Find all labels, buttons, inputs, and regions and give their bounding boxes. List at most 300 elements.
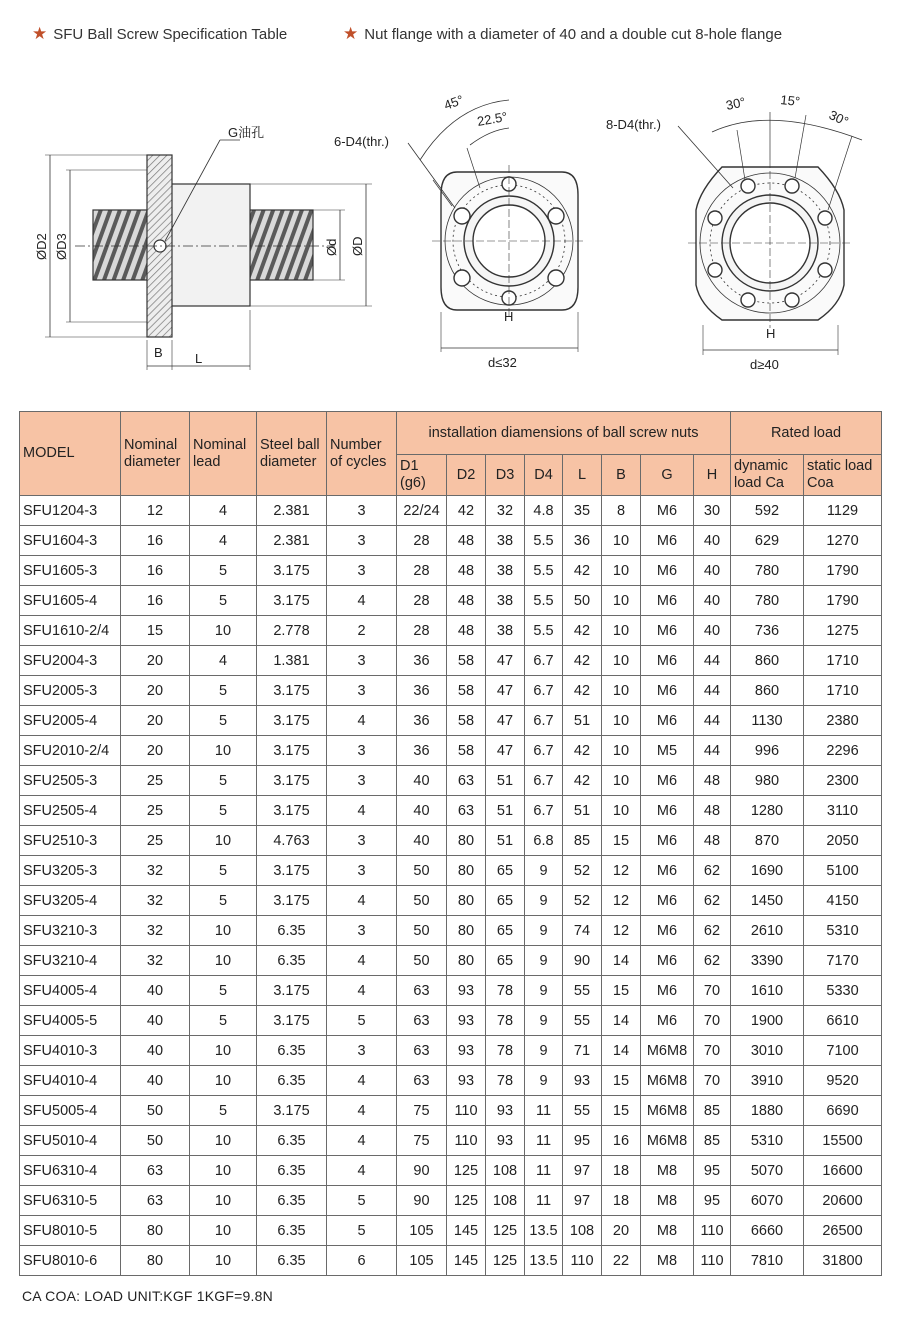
table-cell: 4 bbox=[327, 586, 397, 616]
table-cell: 5.5 bbox=[525, 586, 563, 616]
table-cell: 42 bbox=[563, 646, 602, 676]
model-cell: SFU3210-3 bbox=[20, 916, 121, 946]
table-cell: 40 bbox=[694, 556, 731, 586]
table-row bbox=[20, 796, 882, 826]
table-cell: 44 bbox=[694, 676, 731, 706]
table-cell: 125 bbox=[486, 1216, 525, 1246]
table-cell: 95 bbox=[563, 1126, 602, 1156]
model-cell: SFU6310-5 bbox=[20, 1186, 121, 1216]
table-cell: 6.7 bbox=[525, 706, 563, 736]
table-cell: 35 bbox=[563, 496, 602, 526]
model-cell: SFU1605-4 bbox=[20, 586, 121, 616]
model-cell: SFU8010-6 bbox=[20, 1246, 121, 1276]
table-cell: 78 bbox=[486, 1006, 525, 1036]
angle-22-label: 22.5° bbox=[475, 108, 509, 129]
table-cell: 10 bbox=[190, 736, 257, 766]
table-cell: 90 bbox=[563, 946, 602, 976]
flange-small-drawing bbox=[408, 100, 586, 352]
table-cell: 65 bbox=[486, 916, 525, 946]
table-cell: 20 bbox=[121, 736, 190, 766]
bolt-hole bbox=[454, 270, 470, 286]
table-cell: 1790 bbox=[804, 556, 882, 586]
table-cell: 42 bbox=[447, 496, 486, 526]
table-cell: 3.175 bbox=[257, 556, 327, 586]
table-cell: 1130 bbox=[731, 706, 804, 736]
table-cell: 1710 bbox=[804, 646, 882, 676]
table-cell: 870 bbox=[731, 826, 804, 856]
table-cell: 5 bbox=[190, 886, 257, 916]
table-cell: 4.8 bbox=[525, 496, 563, 526]
table-cell: 44 bbox=[694, 646, 731, 676]
table-cell: 2050 bbox=[804, 826, 882, 856]
table-cell: 38 bbox=[486, 586, 525, 616]
table-cell: 70 bbox=[694, 1066, 731, 1096]
table-cell: 592 bbox=[731, 496, 804, 526]
table-cell: 3 bbox=[327, 556, 397, 586]
table-cell: 50 bbox=[121, 1096, 190, 1126]
table-cell: 93 bbox=[486, 1096, 525, 1126]
table-cell: 40 bbox=[694, 526, 731, 556]
table-cell: 4 bbox=[327, 1126, 397, 1156]
table-cell: 110 bbox=[694, 1246, 731, 1276]
table-cell: 32 bbox=[121, 856, 190, 886]
table-cell: 3.175 bbox=[257, 886, 327, 916]
table-cell: 93 bbox=[447, 1036, 486, 1066]
table-cell: 78 bbox=[486, 1036, 525, 1066]
model-cell: SFU2010-2/4 bbox=[20, 736, 121, 766]
table-cell: 1275 bbox=[804, 616, 882, 646]
table-cell: 5100 bbox=[804, 856, 882, 886]
table-cell: 40 bbox=[694, 616, 731, 646]
table-cell: 10 bbox=[190, 916, 257, 946]
bolt-hole bbox=[818, 211, 832, 225]
table-cell: 40 bbox=[121, 976, 190, 1006]
table-cell: 4 bbox=[190, 646, 257, 676]
table-cell: 38 bbox=[486, 556, 525, 586]
table-cell: 9 bbox=[525, 886, 563, 916]
table-cell: 10 bbox=[602, 796, 641, 826]
bolt-hole bbox=[785, 293, 799, 307]
table-cell: 5330 bbox=[804, 976, 882, 1006]
table-cell: 20 bbox=[121, 706, 190, 736]
flange-large-drawing bbox=[678, 112, 862, 355]
table-cell: 3.175 bbox=[257, 796, 327, 826]
table-cell: M6 bbox=[641, 856, 694, 886]
table-cell: 3 bbox=[327, 766, 397, 796]
table-cell: 31800 bbox=[804, 1246, 882, 1276]
table-cell: 48 bbox=[694, 826, 731, 856]
table-cell: 28 bbox=[397, 616, 447, 646]
table-cell: 93 bbox=[447, 1006, 486, 1036]
table-cell: 105 bbox=[397, 1246, 447, 1276]
table-cell: 5 bbox=[190, 766, 257, 796]
table-cell: 44 bbox=[694, 736, 731, 766]
table-cell: 38 bbox=[486, 616, 525, 646]
table-cell: 80 bbox=[447, 856, 486, 886]
angle-15-label: 15° bbox=[779, 92, 801, 110]
table-cell: 42 bbox=[563, 676, 602, 706]
table-cell: 38 bbox=[486, 526, 525, 556]
table-cell: 95 bbox=[694, 1156, 731, 1186]
table-row bbox=[20, 826, 882, 856]
table-cell: 10 bbox=[190, 1216, 257, 1246]
table-cell: 2296 bbox=[804, 736, 882, 766]
table-cell: 4 bbox=[327, 796, 397, 826]
table-cell: 70 bbox=[694, 1036, 731, 1066]
technical-drawings bbox=[0, 60, 900, 395]
table-cell: 4 bbox=[190, 526, 257, 556]
col-nominal-diameter: Nominal diameter bbox=[121, 412, 190, 496]
table-cell: 6.35 bbox=[257, 1216, 327, 1246]
table-cell: 3.175 bbox=[257, 586, 327, 616]
table-cell: 9 bbox=[525, 976, 563, 1006]
table-cell: 3.175 bbox=[257, 1006, 327, 1036]
table-cell: 10 bbox=[602, 766, 641, 796]
table-cell: 32 bbox=[121, 946, 190, 976]
table-cell: 28 bbox=[397, 586, 447, 616]
table-cell: 5 bbox=[190, 676, 257, 706]
table-cell: 8 bbox=[602, 496, 641, 526]
table-cell: 125 bbox=[447, 1186, 486, 1216]
spec-table-body bbox=[20, 496, 882, 1276]
d3-label: ØD3 bbox=[54, 233, 69, 260]
table-cell: 78 bbox=[486, 976, 525, 1006]
table-cell: 6070 bbox=[731, 1186, 804, 1216]
table-cell: M8 bbox=[641, 1186, 694, 1216]
table-cell: 50 bbox=[397, 856, 447, 886]
model-cell: SFU5010-4 bbox=[20, 1126, 121, 1156]
table-cell: 780 bbox=[731, 556, 804, 586]
table-cell: 1690 bbox=[731, 856, 804, 886]
table-cell: M6 bbox=[641, 886, 694, 916]
table-cell: 36 bbox=[397, 676, 447, 706]
table-cell: 63 bbox=[397, 1006, 447, 1036]
table-cell: 10 bbox=[602, 646, 641, 676]
col-d3: D3 bbox=[486, 455, 525, 496]
table-cell: 5 bbox=[190, 1006, 257, 1036]
spec-table-title bbox=[32, 24, 287, 44]
table-cell: 7810 bbox=[731, 1246, 804, 1276]
table-cell: 5.5 bbox=[525, 616, 563, 646]
table-cell: 110 bbox=[694, 1216, 731, 1246]
model-cell: SFU2505-4 bbox=[20, 796, 121, 826]
table-cell: 16 bbox=[121, 526, 190, 556]
table-cell: 42 bbox=[563, 736, 602, 766]
table-cell: 780 bbox=[731, 586, 804, 616]
table-cell: 1280 bbox=[731, 796, 804, 826]
bolt-hole bbox=[818, 263, 832, 277]
table-cell: 5 bbox=[327, 1186, 397, 1216]
table-cell: 3 bbox=[327, 496, 397, 526]
table-cell: M6 bbox=[641, 646, 694, 676]
holes-6-label: 6-D4(thr.) bbox=[334, 134, 389, 149]
bolt-hole bbox=[741, 179, 755, 193]
bolt-hole bbox=[708, 263, 722, 277]
table-cell: 6.7 bbox=[525, 676, 563, 706]
table-cell: 28 bbox=[397, 556, 447, 586]
table-cell: 51 bbox=[486, 826, 525, 856]
table-cell: 10 bbox=[602, 616, 641, 646]
table-cell: 4 bbox=[190, 496, 257, 526]
table-cell: M6 bbox=[641, 526, 694, 556]
table-cell: 62 bbox=[694, 886, 731, 916]
table-cell: 63 bbox=[397, 976, 447, 1006]
table-row bbox=[20, 1156, 882, 1186]
table-cell: 2.381 bbox=[257, 496, 327, 526]
table-cell: 51 bbox=[563, 796, 602, 826]
model-cell: SFU2004-3 bbox=[20, 646, 121, 676]
table-cell: 65 bbox=[486, 856, 525, 886]
table-cell: 10 bbox=[190, 1156, 257, 1186]
h-small-label: H bbox=[504, 309, 514, 324]
table-cell: 14 bbox=[602, 946, 641, 976]
table-cell: 10 bbox=[602, 556, 641, 586]
table-cell: 1129 bbox=[804, 496, 882, 526]
table-cell: 6 bbox=[327, 1246, 397, 1276]
table-cell: 10 bbox=[190, 1186, 257, 1216]
table-cell: 58 bbox=[447, 736, 486, 766]
table-cell: 40 bbox=[121, 1066, 190, 1096]
table-cell: 1900 bbox=[731, 1006, 804, 1036]
table-cell: 90 bbox=[397, 1156, 447, 1186]
table-cell: 75 bbox=[397, 1096, 447, 1126]
table-row bbox=[20, 1096, 882, 1126]
table-row bbox=[20, 1036, 882, 1066]
table-cell: 20600 bbox=[804, 1186, 882, 1216]
model-cell: SFU2505-3 bbox=[20, 766, 121, 796]
col-b: B bbox=[602, 455, 641, 496]
table-cell: 93 bbox=[447, 1066, 486, 1096]
table-cell: 3.175 bbox=[257, 1096, 327, 1126]
bolt-hole bbox=[785, 179, 799, 193]
table-row bbox=[20, 526, 882, 556]
table-cell: 3 bbox=[327, 826, 397, 856]
table-cell: 85 bbox=[694, 1096, 731, 1126]
table-cell: 9 bbox=[525, 946, 563, 976]
model-cell: SFU1604-3 bbox=[20, 526, 121, 556]
d-large-cond-label: d≥40 bbox=[750, 357, 779, 372]
table-cell: 36 bbox=[397, 646, 447, 676]
table-cell: 2380 bbox=[804, 706, 882, 736]
table-cell: M6 bbox=[641, 976, 694, 1006]
table-cell: M6 bbox=[641, 616, 694, 646]
table-cell: 10 bbox=[190, 1126, 257, 1156]
table-row bbox=[20, 1216, 882, 1246]
table-row bbox=[20, 856, 882, 886]
table-cell: M6M8 bbox=[641, 1066, 694, 1096]
h-large-label: H bbox=[766, 326, 776, 341]
table-cell: 860 bbox=[731, 676, 804, 706]
table-cell: 3 bbox=[327, 676, 397, 706]
table-cell: 55 bbox=[563, 1006, 602, 1036]
table-cell: 63 bbox=[397, 1036, 447, 1066]
table-cell: 40 bbox=[397, 826, 447, 856]
model-cell: SFU2005-3 bbox=[20, 676, 121, 706]
model-cell: SFU2005-4 bbox=[20, 706, 121, 736]
table-cell: 6.35 bbox=[257, 916, 327, 946]
table-cell: 22 bbox=[602, 1246, 641, 1276]
load-unit-note: CA COA: LOAD UNIT:KGF 1KGF=9.8N bbox=[22, 1288, 273, 1304]
table-cell: 80 bbox=[447, 826, 486, 856]
table-cell: 3.175 bbox=[257, 856, 327, 886]
table-cell: 5070 bbox=[731, 1156, 804, 1186]
table-cell: M8 bbox=[641, 1156, 694, 1186]
table-cell: 47 bbox=[486, 646, 525, 676]
table-cell: 18 bbox=[602, 1186, 641, 1216]
table-cell: 3.175 bbox=[257, 736, 327, 766]
col-d1: D1 (g6) bbox=[397, 455, 447, 496]
table-cell: 74 bbox=[563, 916, 602, 946]
table-cell: 90 bbox=[397, 1186, 447, 1216]
table-cell: 14 bbox=[602, 1006, 641, 1036]
table-cell: 7100 bbox=[804, 1036, 882, 1066]
oil-hole-label: G油孔 bbox=[228, 125, 265, 140]
table-cell: 6610 bbox=[804, 1006, 882, 1036]
star-icon: ★ bbox=[32, 24, 48, 43]
table-row bbox=[20, 676, 882, 706]
table-cell: M8 bbox=[641, 1246, 694, 1276]
table-cell: 48 bbox=[694, 766, 731, 796]
table-cell: 5 bbox=[327, 1216, 397, 1246]
table-cell: 15 bbox=[602, 826, 641, 856]
table-cell: M6 bbox=[641, 946, 694, 976]
table-cell: 95 bbox=[694, 1186, 731, 1216]
table-cell: 4 bbox=[327, 1156, 397, 1186]
table-cell: 6.35 bbox=[257, 1066, 327, 1096]
table-cell: 42 bbox=[563, 616, 602, 646]
table-cell: M8 bbox=[641, 1216, 694, 1246]
table-cell: 93 bbox=[486, 1126, 525, 1156]
table-cell: 1450 bbox=[731, 886, 804, 916]
table-cell: M6 bbox=[641, 826, 694, 856]
model-cell: SFU1605-3 bbox=[20, 556, 121, 586]
col-nominal-lead: Nominal lead bbox=[190, 412, 257, 496]
table-row bbox=[20, 556, 882, 586]
table-cell: 55 bbox=[563, 976, 602, 1006]
table-cell: 48 bbox=[447, 616, 486, 646]
table-cell: 50 bbox=[397, 916, 447, 946]
table-cell: 3 bbox=[327, 856, 397, 886]
table-cell: 11 bbox=[525, 1156, 563, 1186]
table-row bbox=[20, 496, 882, 526]
col-l: L bbox=[563, 455, 602, 496]
table-cell: 97 bbox=[563, 1156, 602, 1186]
table-cell: 5.5 bbox=[525, 556, 563, 586]
table-cell: 3.175 bbox=[257, 676, 327, 706]
table-cell: M6 bbox=[641, 916, 694, 946]
col-static-load: static load Coa bbox=[804, 455, 882, 496]
table-cell: 5 bbox=[190, 796, 257, 826]
model-cell: SFU5005-4 bbox=[20, 1096, 121, 1126]
table-cell: 125 bbox=[486, 1246, 525, 1276]
col-group-rated-load: Rated load bbox=[731, 412, 882, 455]
table-cell: 10 bbox=[602, 526, 641, 556]
table-cell: 15 bbox=[602, 1066, 641, 1096]
table-cell: 80 bbox=[447, 946, 486, 976]
table-row bbox=[20, 1006, 882, 1036]
l-dim-label: L bbox=[195, 351, 203, 366]
table-cell: 44 bbox=[694, 706, 731, 736]
table-cell: 40 bbox=[397, 796, 447, 826]
table-cell: 4150 bbox=[804, 886, 882, 916]
table-cell: 58 bbox=[447, 676, 486, 706]
table-cell: 13.5 bbox=[525, 1216, 563, 1246]
bolt-hole bbox=[548, 270, 564, 286]
table-cell: 5310 bbox=[731, 1126, 804, 1156]
table-cell: 20 bbox=[121, 646, 190, 676]
table-cell: 20 bbox=[121, 676, 190, 706]
table-cell: 85 bbox=[563, 826, 602, 856]
table-cell: 63 bbox=[121, 1156, 190, 1186]
table-cell: M6 bbox=[641, 796, 694, 826]
table-cell: 6.35 bbox=[257, 946, 327, 976]
table-cell: 36 bbox=[563, 526, 602, 556]
table-cell: 1610 bbox=[731, 976, 804, 1006]
table-cell: 5 bbox=[190, 856, 257, 886]
table-cell: 42 bbox=[563, 556, 602, 586]
table-cell: 62 bbox=[694, 856, 731, 886]
table-cell: 108 bbox=[486, 1156, 525, 1186]
table-cell: 93 bbox=[563, 1066, 602, 1096]
bolt-hole bbox=[708, 211, 722, 225]
table-cell: 32 bbox=[486, 496, 525, 526]
table-cell: 6.35 bbox=[257, 1246, 327, 1276]
table-row bbox=[20, 1066, 882, 1096]
table-cell: 6.35 bbox=[257, 1126, 327, 1156]
table-cell: 3.175 bbox=[257, 766, 327, 796]
table-cell: 4.763 bbox=[257, 826, 327, 856]
table-cell: 9 bbox=[525, 856, 563, 886]
table-cell: M6 bbox=[641, 1006, 694, 1036]
table-cell: 12 bbox=[602, 856, 641, 886]
table-cell: 6.35 bbox=[257, 1156, 327, 1186]
table-cell: 6660 bbox=[731, 1216, 804, 1246]
table-cell: 125 bbox=[447, 1156, 486, 1186]
model-cell: SFU4005-5 bbox=[20, 1006, 121, 1036]
table-cell: 50 bbox=[397, 886, 447, 916]
table-cell: 25 bbox=[121, 826, 190, 856]
table-cell: 80 bbox=[121, 1246, 190, 1276]
table-cell: 32 bbox=[121, 916, 190, 946]
table-cell: 5.5 bbox=[525, 526, 563, 556]
table-cell: M6 bbox=[641, 766, 694, 796]
table-cell: 10 bbox=[602, 586, 641, 616]
model-cell: SFU3210-4 bbox=[20, 946, 121, 976]
table-cell: 63 bbox=[447, 766, 486, 796]
b-dim-label: B bbox=[154, 345, 163, 360]
table-cell: 5310 bbox=[804, 916, 882, 946]
spec-table bbox=[19, 411, 882, 1276]
table-cell: 2.381 bbox=[257, 526, 327, 556]
screw-thread-right bbox=[250, 210, 313, 280]
table-row bbox=[20, 706, 882, 736]
table-cell: 80 bbox=[447, 916, 486, 946]
table-cell: 15 bbox=[602, 976, 641, 1006]
flange-title bbox=[343, 24, 782, 44]
table-row bbox=[20, 916, 882, 946]
table-cell: 10 bbox=[190, 826, 257, 856]
table-cell: 110 bbox=[563, 1246, 602, 1276]
table-cell: 1710 bbox=[804, 676, 882, 706]
table-cell: 50 bbox=[121, 1126, 190, 1156]
table-cell: 42 bbox=[563, 766, 602, 796]
table-cell: 10 bbox=[190, 946, 257, 976]
table-cell: 12 bbox=[602, 916, 641, 946]
col-cycles: Number of cycles bbox=[327, 412, 397, 496]
table-cell: 4 bbox=[327, 1096, 397, 1126]
table-cell: 5 bbox=[327, 1006, 397, 1036]
holes-8-label: 8-D4(thr.) bbox=[606, 117, 661, 132]
